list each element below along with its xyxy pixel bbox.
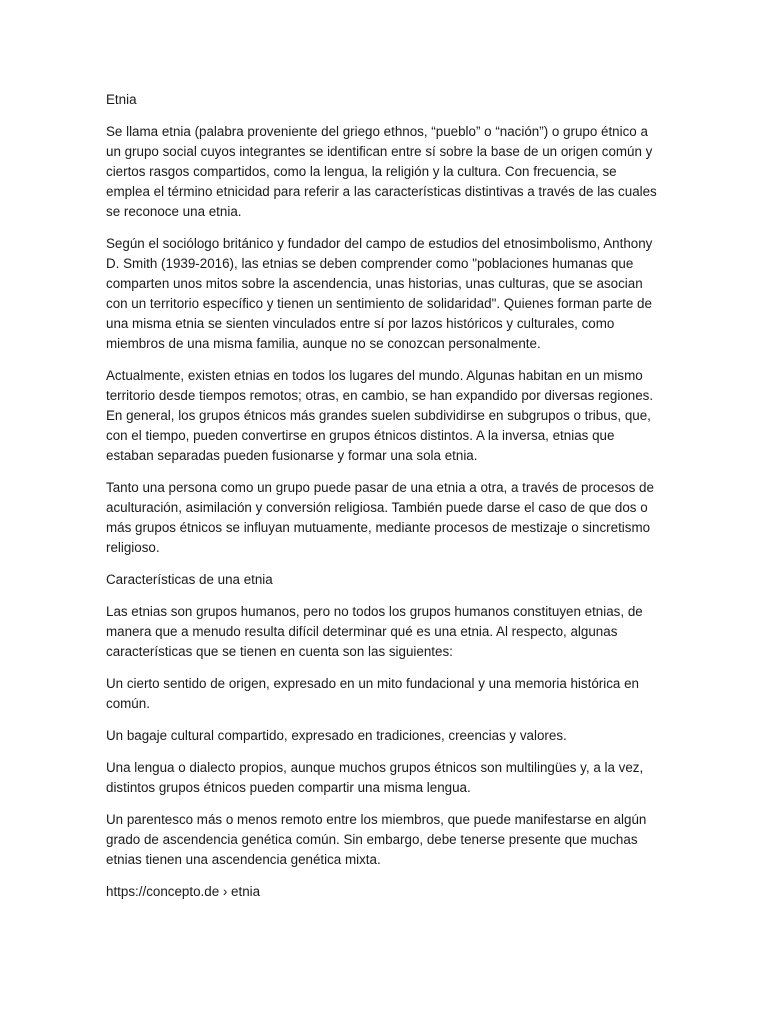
document-title: Etnia <box>106 92 137 107</box>
paragraph-cambio-etnia: Tanto una persona como un grupo puede pasar de una etnia a otra, a través de procesos de aculturación, asimilación y conversión religiosa. También puede darse el caso de que dos o más grupos étnicos se influyan mutuamente, mediante procesos de mestizaje o sincretismo religioso. <box>106 480 654 555</box>
paragraph-actualmente: Actualmente, existen etnias en todos los lugares del mundo. Algunas habitan en un mismo territorio desde tiempos remotos; otras, en cambio, se han expandido por diversas regiones. En general, los grupos étnicos más grandes suelen subdividirse en subgrupos o tribus, que, con el tiempo, pueden convertirse en grupos étnicos distintos. A la inversa, etnias que estaban separadas pueden fusionarse y formar una sola etnia. <box>106 368 654 463</box>
characteristic-item: Un bagaje cultural compartido, expresado en tradiciones, creencias y valores. <box>106 728 567 743</box>
source-link[interactable]: https://concepto.de › etnia <box>106 884 261 899</box>
characteristic-item: Un cierto sentido de origen, expresado en un mito fundacional y una memoria histórica en común. <box>106 676 639 711</box>
paragraph-definition: Se llama etnia (palabra proveniente del griego ethnos, “pueblo” o “nación”) o grupo étnico a un grupo social cuyos integrantes se identifican entre sí sobre la base de un origen común y ciertos rasgos compartidos, como la lengua, la religión y la cultura. Con frecuencia, se emplea el término etnicidad para referir a las características distintivas a través de las cuales se reconoce una etnia. <box>106 124 657 219</box>
section-heading: Características de una etnia <box>106 572 273 587</box>
document-body <box>106 90 662 914</box>
section-intro: Las etnias son grupos humanos, pero no todos los grupos humanos constituyen etnias, de manera que a menudo resulta difícil determinar qué es una etnia. Al respecto, algunas características que se tienen en cuenta son las siguientes: <box>106 604 643 659</box>
paragraph-smith: Según el sociólogo británico y fundador del campo de estudios del etnosimbolismo, Anthony D. Smith (1939-2016), las etnias se deben comprender como "poblaciones humanas que comparten unos mitos sobre la ascendencia, unas historias, unas culturas, que se asocian con un territorio específico y tienen un sentimiento de solidaridad". Quienes forman parte de una misma etnia se sienten vinculados entre sí por lazos históricos y culturales, como miembros de una misma familia, aunque no se conozcan personalmente. <box>106 236 653 351</box>
characteristic-item: Un parentesco más o menos remoto entre los miembros, que puede manifestarse en algún grado de ascendencia genética común. Sin embargo, debe tenerse presente que muchas etnias tienen una ascendencia genética mixta. <box>106 812 647 867</box>
characteristic-item: Una lengua o dialecto propios, aunque muchos grupos étnicos son multilingües y, a la vez, distintos grupos étnicos pueden compartir una misma lengua. <box>106 760 644 795</box>
